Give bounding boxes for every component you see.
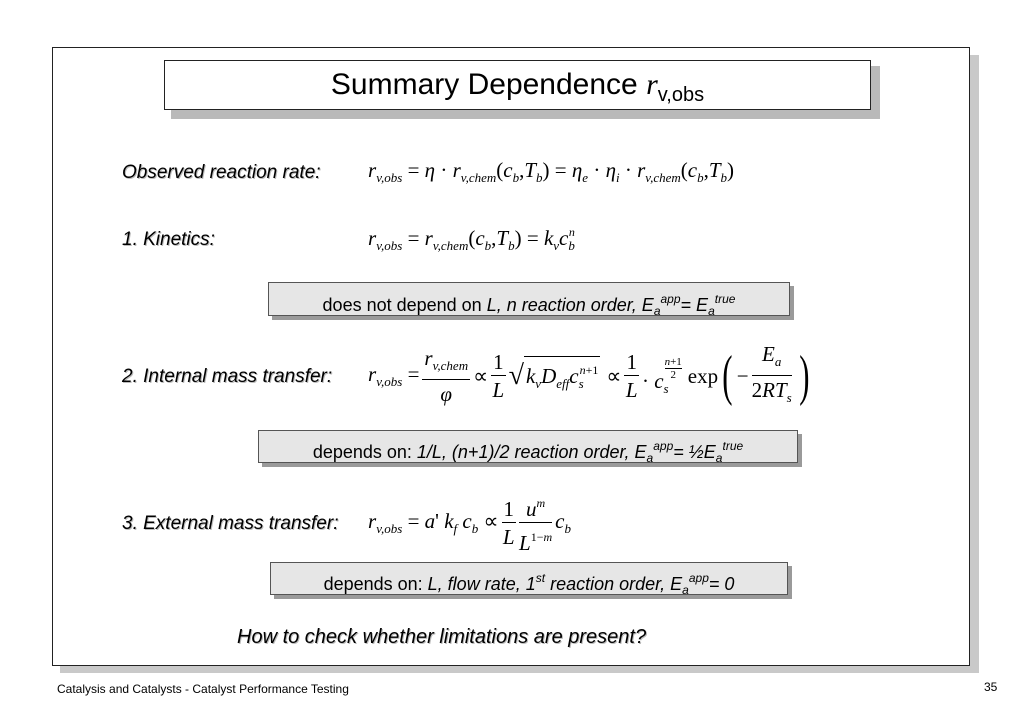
box-1-sup2: true xyxy=(714,292,736,306)
box-1-sup: app xyxy=(660,292,681,306)
box-1-prefix: does not depend on xyxy=(322,295,487,315)
equation-observed-rate: $r_{v,obs} = \eta \cdot r_{v,chem}(c_b,T_b) = \eta_e \cdot \eta_i \cdot r_{v,chem}(c_b,T_b)$ xyxy=(368,158,735,185)
box-3-sup: app xyxy=(688,571,709,585)
label-observed-rate: Observed reaction rate: xyxy=(122,162,321,183)
title-sub: v,obs xyxy=(657,84,705,106)
slide-title xyxy=(164,60,871,110)
equation-internal-mass-transfer: $r_{v,obs}$ = $\frac{r_{v,chem}}{\varphi}$ ∝ $\frac{1}{L}$ √ $k_vD_{eff}c_s^{n+1}$ ∝ $\frac{1}{L}$ · $c_s$ $\frac{n+1}{2}$ exp ( − $\frac{E_a}{2RT_s}$ ) xyxy=(368,341,810,407)
box-kinetics-dependence xyxy=(268,282,790,316)
box-3-suffix: = 0 xyxy=(708,574,735,594)
equation-external-mass-transfer: $r_{v,obs} = a'$ $k_f$ $c_b$ ∝ $\frac{1}{L}$ $\frac{u^m}{L^{1-m}}$ $c_b$ xyxy=(368,493,571,553)
box-3-prefix: depends on: xyxy=(323,574,428,594)
question-text: How to check whether limitations are present? xyxy=(237,626,647,648)
label-kinetics: 1. Kinetics: xyxy=(122,229,215,250)
box-3-sup-st: st xyxy=(535,571,546,585)
box-2-sup2: true xyxy=(722,439,744,453)
box-2-items: 1/L, (n+1)/2 reaction order, E xyxy=(416,442,647,462)
footer-course-title: Catalysis and Catalysts - Catalyst Performance Testing xyxy=(57,682,349,696)
box-2-sup: app xyxy=(653,439,674,453)
box-1-sub: a xyxy=(653,304,661,318)
label-internal-mass-transfer: 2. Internal mass transfer: xyxy=(122,366,333,387)
box-3-sub: a xyxy=(682,583,689,597)
box-2-sub: a xyxy=(646,451,654,465)
box-1-sub2: a xyxy=(708,304,715,318)
box-1-items: L, n reaction order, E xyxy=(486,295,654,315)
page-number: 35 xyxy=(984,680,998,694)
box-2-prefix: depends on: xyxy=(312,442,417,462)
box-3-items-a: L, flow rate, 1 xyxy=(427,574,536,594)
equation-kinetics: $r_{v,obs} = r_{v,chem}(c_b,T_b) = k_vc_b^n$ xyxy=(368,225,575,253)
title-var: r xyxy=(646,68,658,101)
box-external-dependence xyxy=(270,562,788,595)
title-text: Summary Dependence xyxy=(330,68,647,101)
box-2-suffix: = ½E xyxy=(673,442,716,462)
box-2-sub2: a xyxy=(715,451,723,465)
box-1-suffix: = E xyxy=(680,295,709,315)
label-external-mass-transfer: 3. External mass transfer: xyxy=(122,513,339,534)
box-internal-dependence xyxy=(258,430,798,463)
box-3-items-b: reaction order, E xyxy=(545,574,683,594)
